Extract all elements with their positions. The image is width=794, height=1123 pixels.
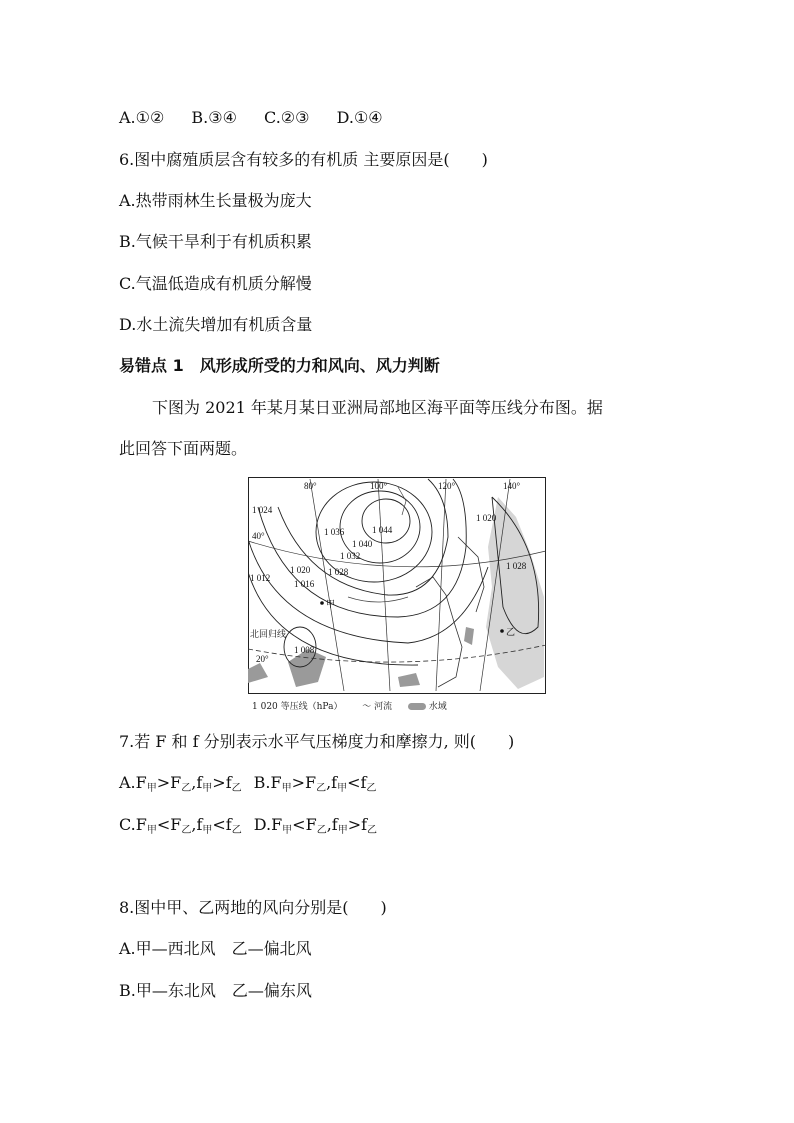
isobar-label-1032: 1 032	[340, 551, 361, 561]
q5-option-a: A.①②	[119, 108, 165, 127]
lat-label-40: 40°	[252, 531, 265, 541]
water-icon	[408, 703, 426, 710]
lon-label-100: 100°	[370, 481, 388, 491]
q6-stem: 6.图中腐殖质层含有较多的有机质 主要原因是( )	[119, 150, 488, 169]
isobar-label-1024: 1 024	[252, 505, 273, 515]
isobar-label-1044: 1 044	[372, 525, 393, 535]
isobar-label-1028-east: 1 028	[506, 561, 527, 571]
isobar-map	[248, 477, 546, 694]
isobar-label-1020-east: 1 020	[476, 513, 497, 523]
isobar-label-1012: 1 012	[250, 573, 271, 583]
q7-option-b: $B.F_甲>F_乙,f_甲<f_乙$	[253, 773, 377, 794]
map-legend	[252, 701, 447, 713]
place-jia-label: 甲	[326, 599, 336, 609]
place-yi-label: 乙	[506, 627, 516, 637]
q7-stem: 7.若 F 和 f 分别表示水平气压梯度力和摩擦力, 则( )	[119, 732, 515, 751]
isobar-label-1040: 1 040	[352, 539, 373, 549]
q7-option-d: $D.F_甲<F_乙,f_甲>f_乙$	[253, 815, 378, 836]
river-icon: 〜	[362, 702, 372, 712]
q6-option-c: C.气温低造成有机质分解慢	[119, 274, 312, 293]
q7-option-a: $A.F_甲>F_乙,f_甲>f_乙$	[119, 773, 242, 794]
legend-water: 水域	[428, 702, 447, 712]
q6-option-a: A.热带雨林生长量极为庞大	[119, 191, 312, 210]
lon-label-120: 120°	[438, 481, 456, 491]
q5-option-d: D.①④	[336, 108, 383, 127]
lon-label-80: 80°	[304, 481, 317, 491]
intro-line-2: 此回答下面两题。	[119, 439, 248, 458]
isobar-label-1020: 1 020	[290, 565, 311, 575]
isobar-label-1008: 1 008	[294, 645, 315, 655]
q7-options-cd	[119, 815, 377, 841]
q5-options	[119, 108, 383, 128]
q5-option-b: B.③④	[191, 108, 237, 127]
q6-option-d: D.水土流失增加有机质含量	[119, 315, 313, 334]
intro-line-1: 下图为 2021 年某月某日亚洲局部地区海平面等压线分布图。据	[152, 398, 603, 417]
place-jia-dot	[320, 601, 324, 605]
q8-option-a: A.甲—西北风 乙—偏北风	[119, 939, 312, 958]
legend-isobar: 1 020 等压线（hPa）	[252, 702, 343, 712]
tropic-label: 北回归线	[250, 629, 287, 639]
place-yi-dot	[500, 629, 504, 633]
q5-option-c: C.②③	[264, 108, 310, 127]
lon-label-140: 140°	[503, 481, 521, 491]
q7-option-c: $C.F_甲<F_乙,f_甲<f_乙$	[119, 815, 242, 836]
q7-options-ab	[119, 773, 376, 799]
q6-option-b: B.气候干旱利于有机质积累	[119, 232, 312, 251]
isobar-label-1028: 1 028	[328, 567, 349, 577]
isobar-label-1016: 1 016	[294, 579, 315, 589]
section-title: 易错点 1 风形成所受的力和风向、风力判断	[119, 356, 440, 375]
q8-option-b: B.甲—东北风 乙—偏东风	[119, 981, 312, 1000]
legend-river: 河流	[374, 702, 393, 712]
isobar-label-1036: 1 036	[324, 527, 345, 537]
lat-label-20: 20°	[256, 654, 269, 664]
q8-stem: 8.图中甲、乙两地的风向分别是( )	[119, 898, 387, 917]
